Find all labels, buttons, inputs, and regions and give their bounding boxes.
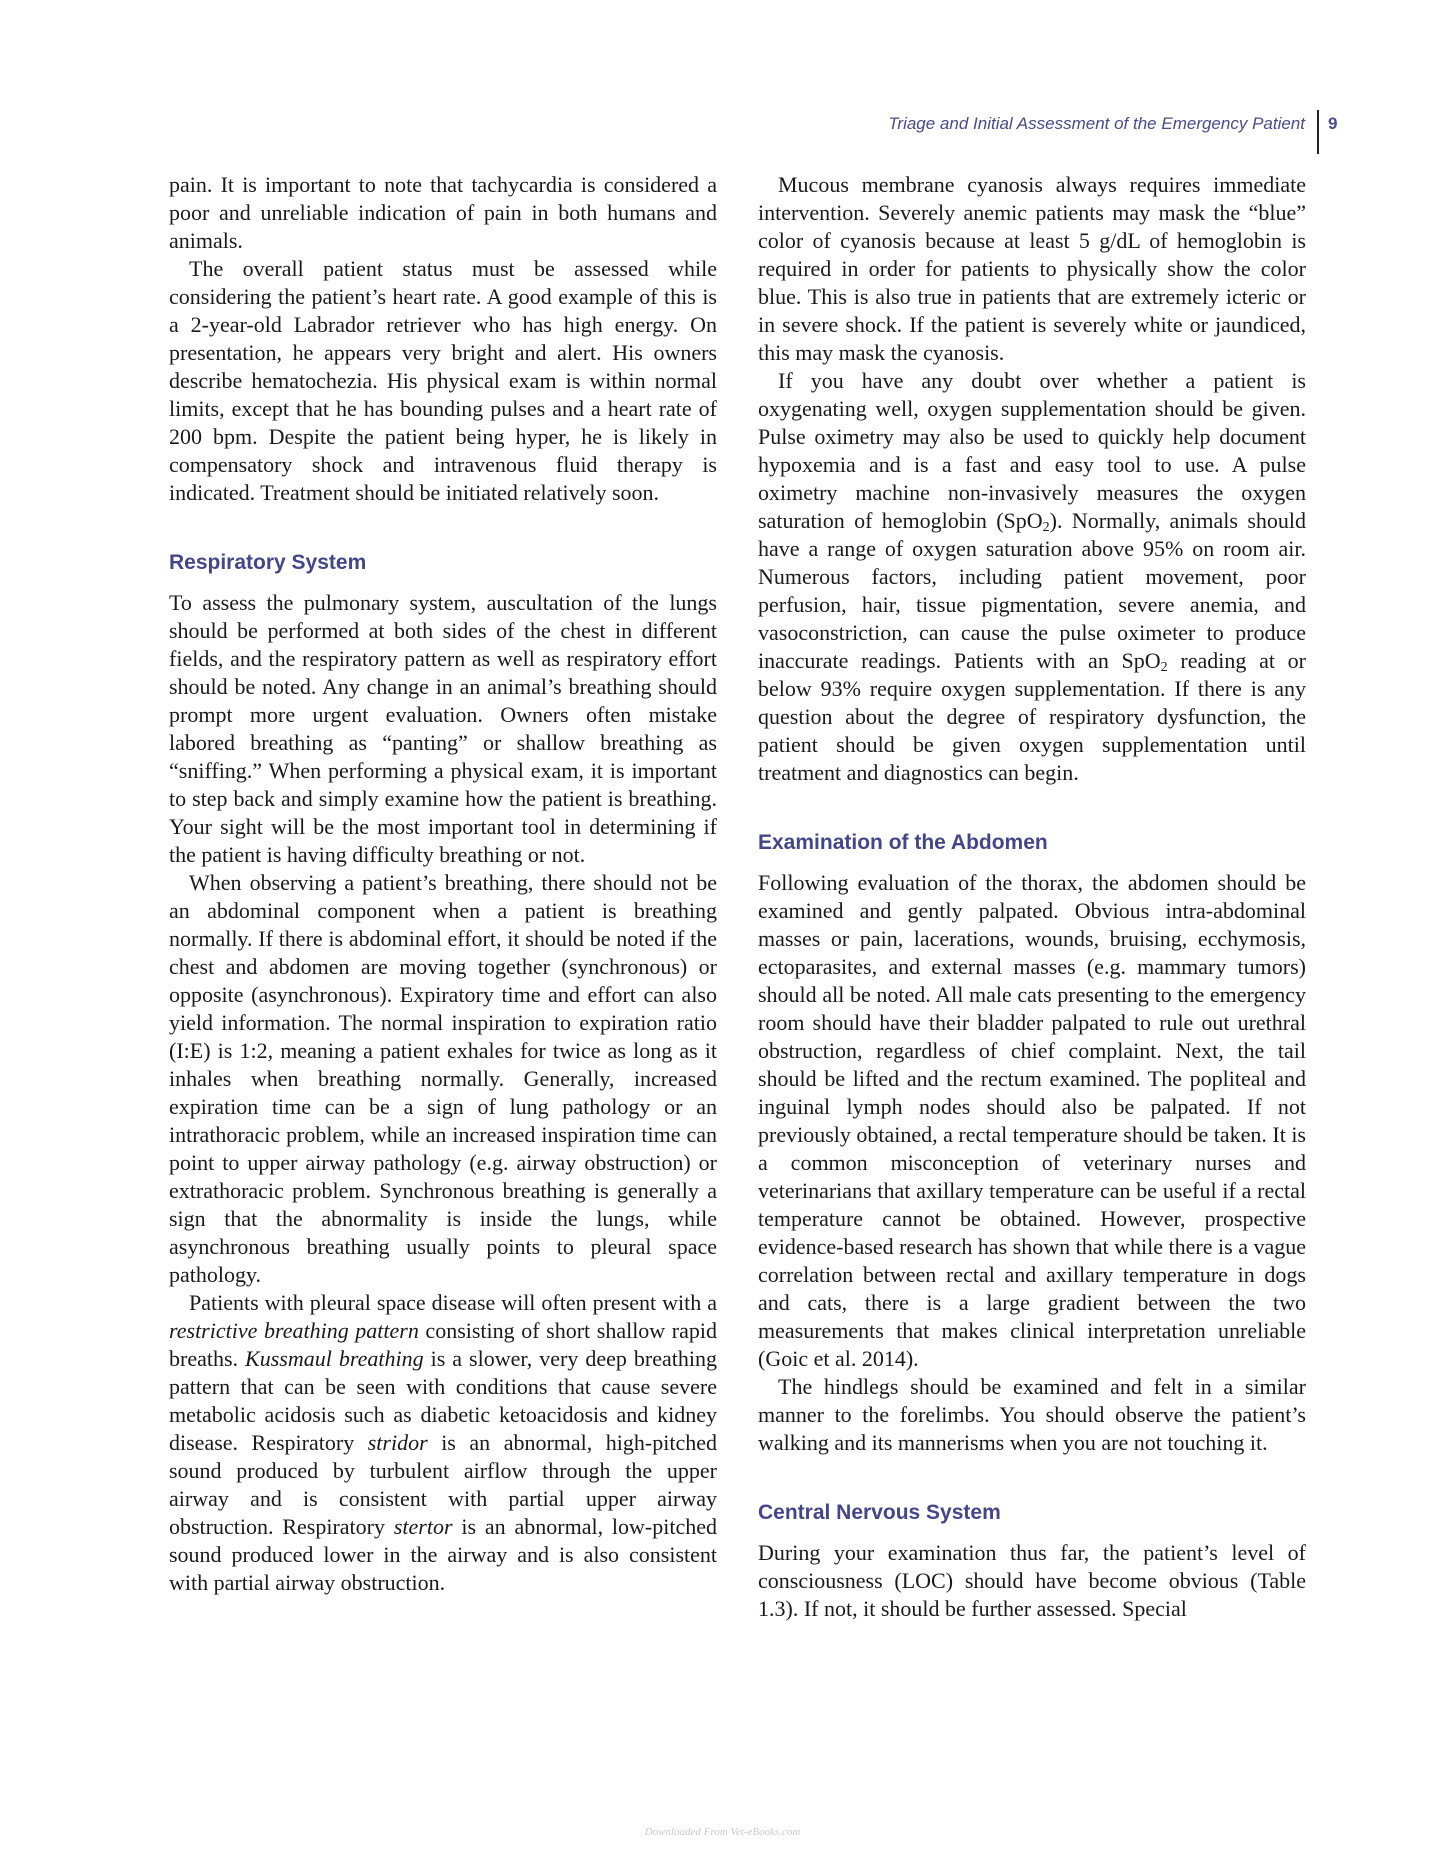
- left-column: [169, 171, 717, 1597]
- right-column: [758, 171, 1306, 1623]
- page-number: 9: [1328, 114, 1338, 133]
- text-run: Patients with pleural space disease will often present with a: [189, 1290, 717, 1315]
- text-run: When observing a patient’s breathing, there should not be an abdominal component when a patient is breathing normally. If there is abdominal effort, it should be noted if the chest and abdomen are moving together (synchronous) or opposite (asynchronous). Expiratory time and effort can also yield information. The normal inspiration to expiration ratio (I:E) is 1:2, meaning a patient exhales for twice as long as it inhales when breathing normally. Generally, increased expiration time can be a sign of lung pathology or an intrathoracic problem, while an increased inspiration time can point to upper airway pathology (e.g. airway obstruction) or extrathoracic problem. Synchronous breathing is generally a sign that the abnormality is inside the lungs, while asynchronous breathing usually points to pleural space pathology.: [169, 870, 717, 1287]
- text-run: pain. It is important to note that tachycardia is considered a poor and unreliable indication of pain in both humans and animals.: [169, 172, 717, 253]
- text-run: is an abnormal, high-pitched sound produced by turbulent airflow through the upper airway and is consistent with partial upper airway obstruction. Respiratory: [169, 1430, 717, 1539]
- text-run: consisting of short shallow rapid breaths.: [169, 1318, 717, 1371]
- text-run: Following evaluation of the thorax, the abdomen should be examined and gently palpated. Obvious intra-abdominal masses or pain, lacerations, wounds, bruising, ecchymosis, ectoparasites, and external masses (e.g. mammary tumors) should all be noted. All male cats presenting to the emergency room should have their bladder palpated to rule out urethral obstruction, regardless of chief complaint. Next, the tail should be lifted and the rectum examined. The popliteal and inguinal lymph nodes should also be palpated. If not previously obtained, a rectal temperature should be taken. It is a common misconception of veterinary nurses and veterinarians that axillary temperature can be useful if a rectal temperature cannot be obtained. However, prospective evidence-based research has shown that while there is a vague correlation between rectal and axillary temperature in dogs and cats, there is a large gradient between the two measurements that makes clinical interpretation unreliable (Goic et al. 2014).: [758, 870, 1306, 1371]
- italic-term: Kussmaul breathing: [245, 1346, 424, 1371]
- download-watermark: Downloaded From Vet-eBooks.com: [644, 1826, 801, 1838]
- text-run: ). Normally, animals should have a range of oxygen saturation above 95% on room air. Numerous factors, including patient movement, poor perfusion, hair, tissue pigmentation, severe anemia, and vasoconstriction, can cause the pulse oximeter to produce inaccurate readings. Patients with an SpO: [758, 508, 1306, 673]
- body-paragraph: [758, 171, 1306, 367]
- italic-term: stridor: [367, 1430, 428, 1455]
- text-run: reading at or below 93% require oxygen supplementation. If there is any question about the degree of respiratory dysfunction, the patient should be given oxygen supplementation until treatment and diagnostics can begin.: [758, 648, 1306, 785]
- text-run: If you have any doubt over whether a patient is oxygenating well, oxygen supplementation should be given. Pulse oximetry may also be used to quickly help document hypoxemia and is a fast and easy tool to use. A pulse oximetry machine non-invasively measures the oxygen saturation of hemoglobin (SpO: [758, 368, 1306, 533]
- section-heading: Examination of the Abdomen: [758, 831, 1048, 854]
- subscript: 2: [1042, 520, 1050, 535]
- body-paragraph: [169, 589, 717, 869]
- italic-term: restrictive breathing pattern: [169, 1318, 419, 1343]
- text-run: is a slower, very deep breathing pattern that can be seen with conditions that cause severe metabolic acidosis such as diabetic ketoacidosis and kidney disease. Respiratory: [169, 1346, 717, 1455]
- body-paragraph: [169, 255, 717, 507]
- section-heading: Respiratory System: [169, 551, 367, 574]
- text-run: Mucous membrane cyanosis always requires immediate intervention. Severely anemic patients may mask the “blue” color of cyanosis because at least 5 g/dL of hemoglobin is required in order for patients to physically show the color blue. This is also true in patients that are extremely icteric or in severe shock. If the patient is severely white or jaundiced, this may mask the cyanosis.: [758, 172, 1306, 365]
- body-paragraph: [758, 869, 1306, 1373]
- header-divider: [1317, 110, 1319, 154]
- section-heading: Central Nervous System: [758, 1501, 1001, 1524]
- running-title: Triage and Initial Assessment of the Emergency Patient: [888, 114, 1305, 133]
- body-paragraph: [169, 1289, 717, 1597]
- body-paragraph: [169, 171, 717, 255]
- text-run: is an abnormal, low-pitched sound produced lower in the airway and is also consistent with partial airway obstruction.: [169, 1514, 717, 1595]
- text-run: The overall patient status must be assessed while considering the patient’s heart rate. A good example of this is a 2-year-old Labrador retriever who has high energy. On presentation, he appears very bright and alert. His owners describe hematochezia. His physical exam is within normal limits, except that he has bounding pulses and a heart rate of 200 bpm. Despite the patient being hyper, he is likely in compensatory shock and intravenous fluid therapy is indicated. Treatment should be initiated relatively soon.: [169, 256, 717, 505]
- body-paragraph: [758, 1373, 1306, 1457]
- body-paragraph: [758, 367, 1306, 787]
- body-paragraph: [169, 869, 717, 1289]
- text-run: During your examination thus far, the patient’s level of consciousness (LOC) should have become obvious (Table 1.3). If not, it should be further assessed. Special: [758, 1540, 1306, 1621]
- text-run: The hindlegs should be examined and felt in a similar manner to the forelimbs. You should observe the patient’s walking and its mannerisms when you are not touching it.: [758, 1374, 1306, 1455]
- italic-term: stertor: [393, 1514, 453, 1539]
- subscript: 2: [1160, 660, 1168, 675]
- text-run: To assess the pulmonary system, auscultation of the lungs should be performed at both sides of the chest in different fields, and the respiratory pattern as well as respiratory effort should be noted. Any change in an animal’s breathing should prompt more urgent evaluation. Owners often mistake labored breathing as “panting” or shallow breathing as “sniffing.” When performing a physical exam, it is important to step back and simply examine how the patient is breathing. Your sight will be the most important tool in determining if the patient is having difficulty breathing or not.: [169, 590, 717, 867]
- body-paragraph: [758, 1539, 1306, 1623]
